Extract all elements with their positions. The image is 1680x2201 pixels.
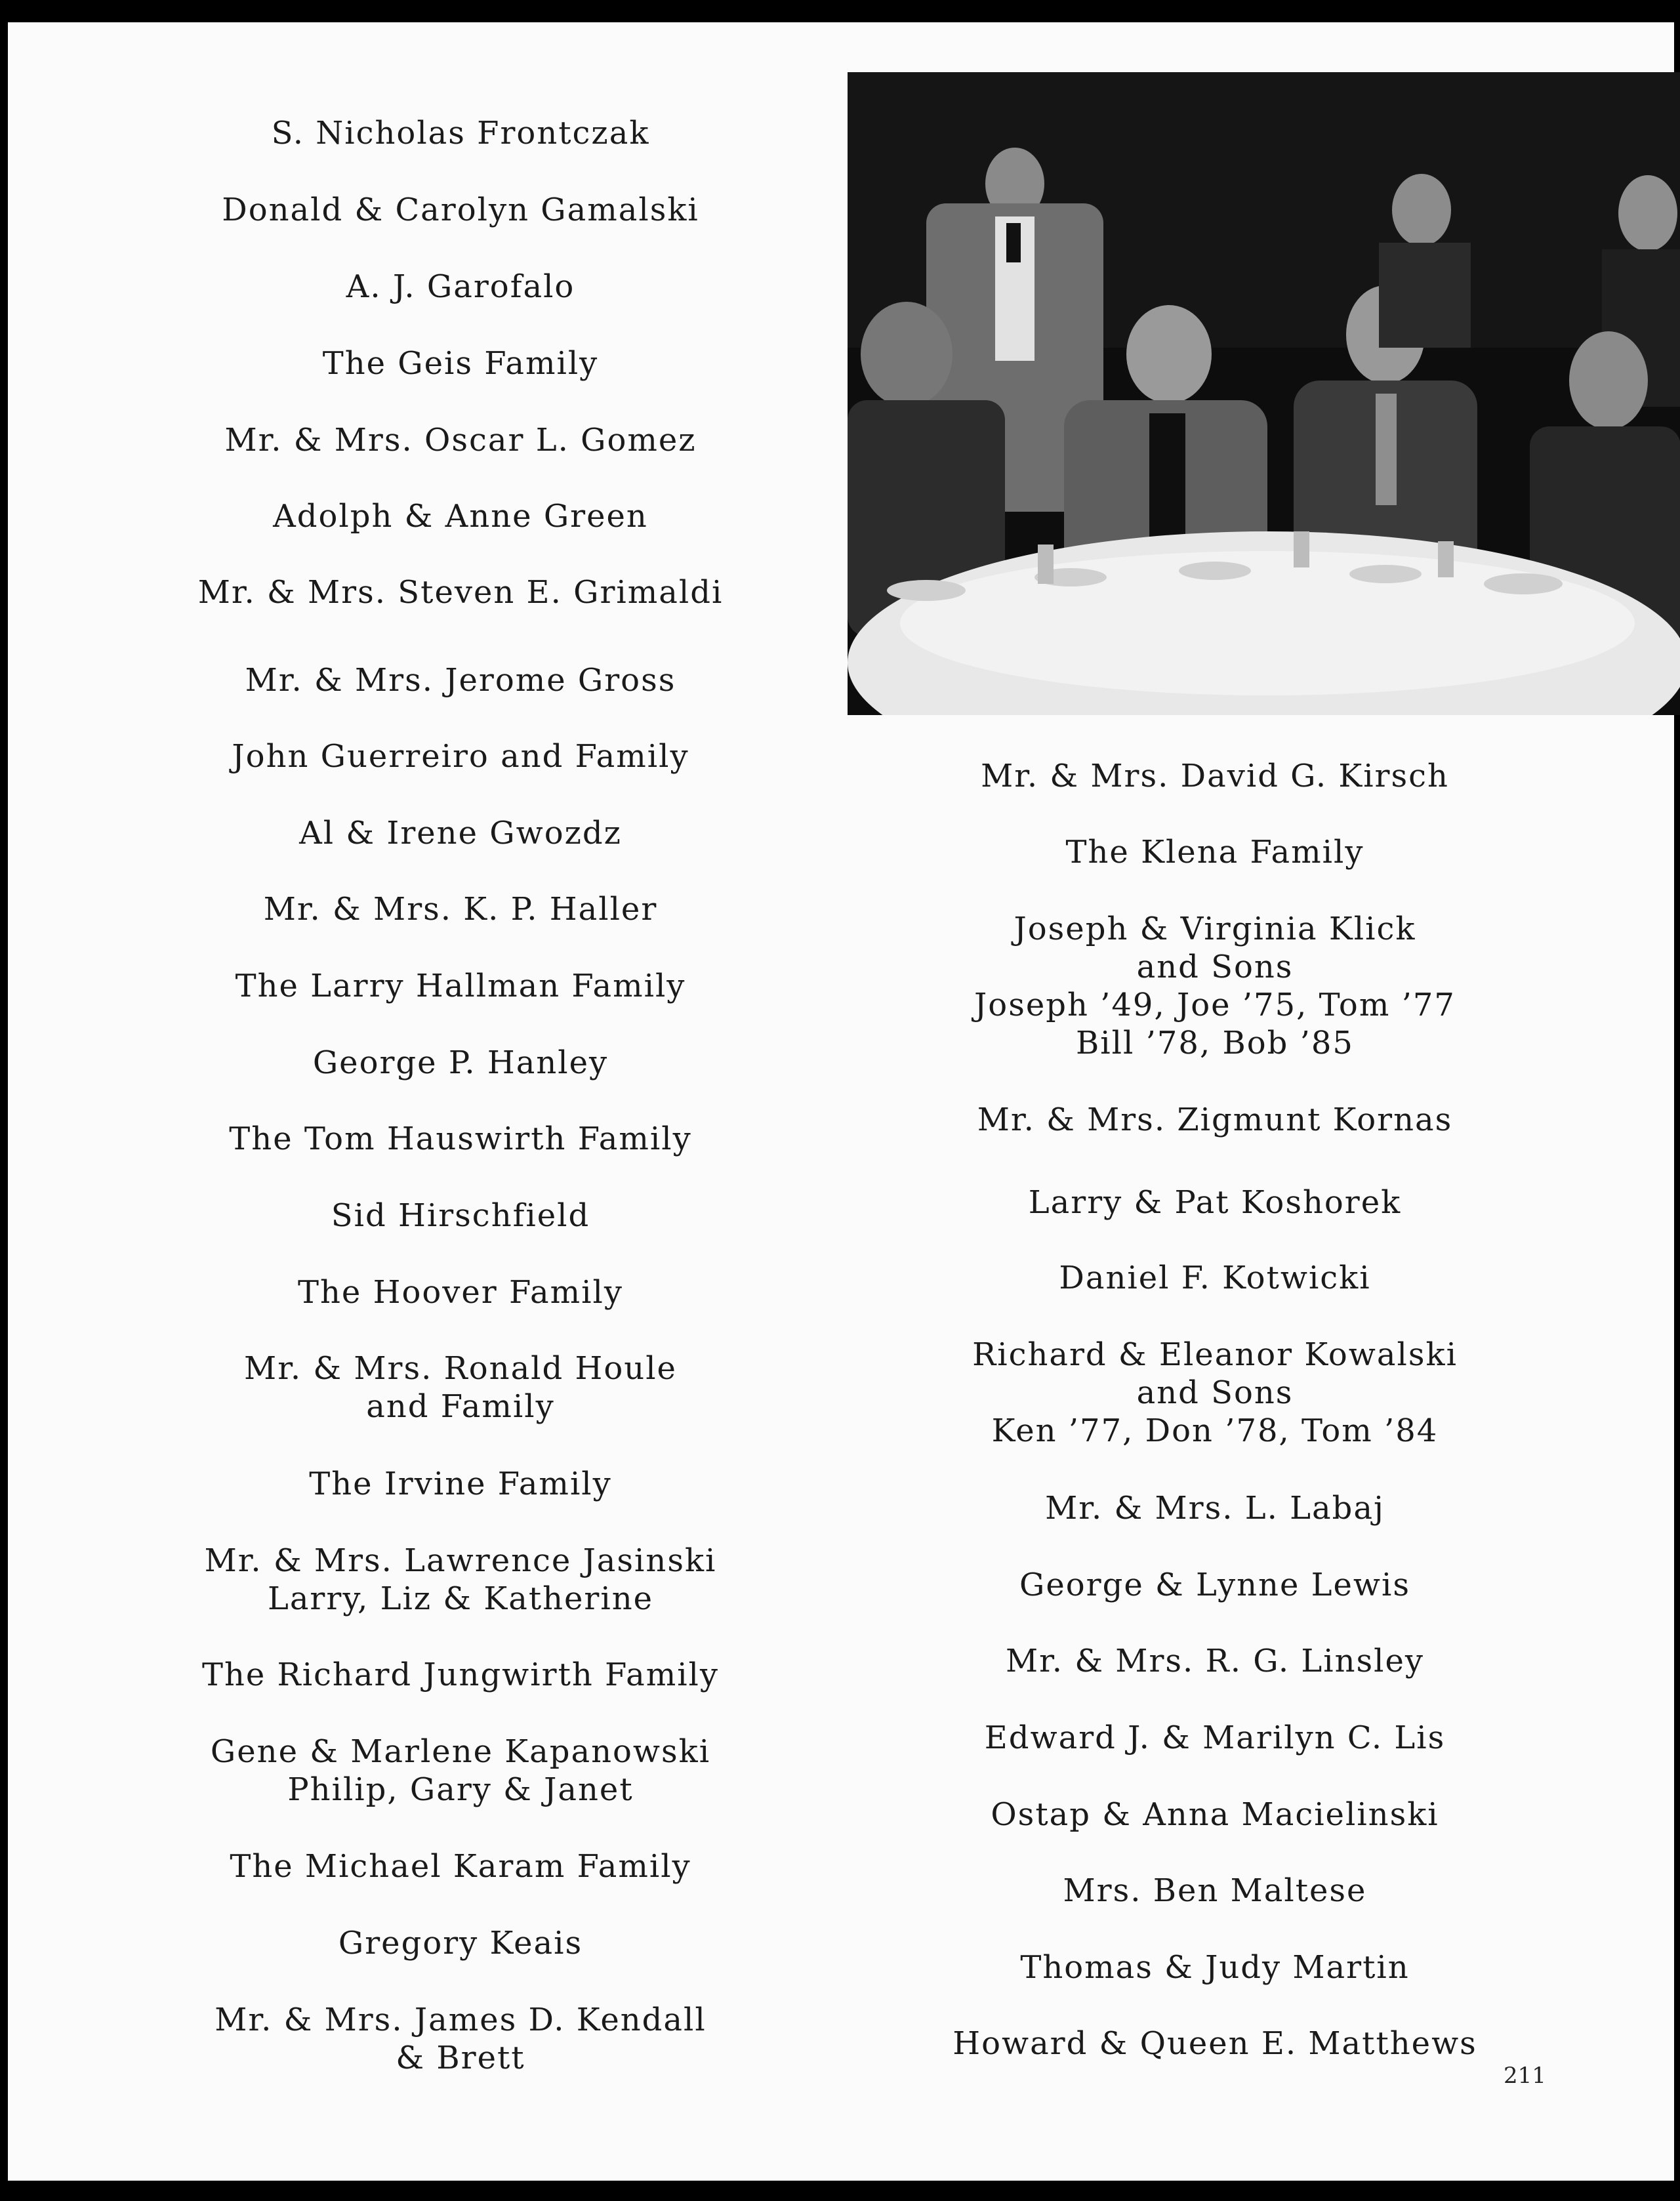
donor-name: John Guerreiro and Family: [232, 738, 689, 775]
donor-entry: [165, 1847, 756, 1885]
donor-name: Larry & Pat Koshorek: [1028, 1184, 1402, 1221]
donor-name: Ostap & Anna Macielinski: [991, 1796, 1439, 1833]
donor-name: Mr. & Mrs. Steven E. Grimaldi: [197, 574, 724, 611]
donor-entry: [165, 1044, 756, 1082]
donor-name: Mr. & Mrs. Zigmunt Kornas: [977, 1101, 1453, 1138]
group-photo-illustration: [848, 72, 1680, 715]
donor-name: Mr. & Mrs. Lawrence Jasinski: [204, 1542, 717, 1579]
donor-name: Daniel F. Kotwicki: [1059, 1260, 1371, 1296]
donor-name: Gene & Marlene Kapanowski: [210, 1733, 711, 1770]
donor-entry: [920, 1948, 1510, 1986]
donor-name: A. J. Garofalo: [346, 268, 575, 305]
donor-name: The Hoover Family: [298, 1274, 623, 1311]
donor-name: Howard & Queen E. Matthews: [953, 2025, 1477, 2062]
group-photo: [848, 72, 1680, 715]
donor-entry: [165, 2001, 756, 2077]
donor-entry: [165, 1120, 756, 1158]
donor-name: S. Nicholas Frontczak: [271, 115, 650, 152]
donor-name: The Tom Hauswirth Family: [229, 1121, 692, 1157]
donor-entry: [920, 1183, 1510, 1222]
donor-name-line: Bill ’78, Bob ’85: [1076, 1025, 1354, 1061]
donor-name: Mr. & Mrs. Ronald Houle: [244, 1350, 677, 1387]
donor-name: The Irvine Family: [309, 1466, 612, 1502]
donor-entry: [920, 1259, 1510, 1297]
donor-name: Gregory Keais: [338, 1925, 583, 1962]
donor-name: Mrs. Ben Maltese: [1063, 1872, 1367, 1909]
donor-name-line: Larry, Liz & Katherine: [267, 1580, 654, 1617]
donor-entry: [920, 1642, 1510, 1680]
donor-entry: [165, 1733, 756, 1809]
donor-name: Sid Hirschfield: [331, 1197, 590, 1234]
donor-entry: [165, 344, 756, 382]
donor-name: Mr. & Mrs. David G. Kirsch: [981, 758, 1449, 794]
donor-name: Adolph & Anne Green: [273, 498, 648, 535]
donor-entry: [165, 497, 756, 535]
donor-name: The Larry Hallman Family: [235, 968, 686, 1004]
donor-name: Mr. & Mrs. R. G. Linsley: [1005, 1643, 1424, 1679]
donor-entry: [165, 421, 756, 459]
donor-entry: [920, 1489, 1510, 1527]
donor-entry: [920, 910, 1510, 1062]
donor-entry: [165, 1273, 756, 1311]
donor-entry: [165, 1656, 756, 1694]
donor-name-line: and Sons: [1136, 949, 1294, 985]
donor-name: Edward J. & Marilyn C. Lis: [984, 1719, 1446, 1756]
donor-name: The Geis Family: [322, 345, 599, 382]
donor-name-line: and Sons: [1136, 1374, 1294, 1411]
donor-entry: [920, 1796, 1510, 1834]
donor-entry: [165, 890, 756, 928]
donor-name: Donald & Carolyn Gamalski: [222, 192, 699, 228]
donor-name-line: Joseph ’49, Joe ’75, Tom ’77: [974, 987, 1456, 1023]
donor-name: George & Lynne Lewis: [1019, 1567, 1410, 1603]
donor-name: Mr. & Mrs. James D. Kendall: [215, 2002, 707, 2038]
donor-name: Al & Irene Gwozdz: [299, 815, 622, 852]
donor-name: Mr. & Mrs. Jerome Gross: [245, 662, 676, 699]
donor-name-line: Philip, Gary & Janet: [287, 1771, 634, 1808]
donor-name: Joseph & Virginia Klick: [1014, 911, 1416, 947]
donor-name: Mr. & Mrs. Oscar L. Gomez: [224, 422, 697, 459]
donor-entry: [165, 1924, 756, 1962]
donor-name: The Richard Jungwirth Family: [201, 1656, 720, 1693]
donor-name: Thomas & Judy Martin: [1020, 1949, 1410, 1986]
donor-name-line: and Family: [366, 1388, 555, 1425]
donor-entry: [920, 833, 1510, 871]
donor-entry: [920, 1719, 1510, 1757]
donor-name: Mr. & Mrs. K. P. Haller: [263, 891, 658, 928]
page-number: 211: [1504, 2063, 1546, 2089]
donor-entry: [920, 1101, 1510, 1139]
donor-entry: [165, 1197, 756, 1235]
donor-name: Mr. & Mrs. L. Labaj: [1045, 1490, 1385, 1527]
donor-entry: [165, 268, 756, 306]
donor-entry: [165, 737, 756, 775]
donor-name: The Klena Family: [1065, 834, 1364, 871]
donor-entry: [920, 2025, 1510, 2063]
donor-entry: [165, 967, 756, 1005]
donor-name-line: & Brett: [396, 2040, 525, 2076]
donor-entry: [165, 114, 756, 152]
donor-name: George P. Hanley: [312, 1044, 609, 1081]
donor-name: Richard & Eleanor Kowalski: [972, 1336, 1458, 1373]
page-sheet: [8, 22, 1674, 2181]
donor-entry: [165, 573, 756, 611]
donor-entry: [165, 1465, 756, 1503]
donor-entry: [165, 1349, 756, 1426]
donor-entry: [165, 661, 756, 699]
donor-entry: [920, 1566, 1510, 1604]
donor-entry: [165, 191, 756, 229]
donor-name: The Michael Karam Family: [230, 1848, 691, 1885]
donor-entry: [920, 1336, 1510, 1450]
donor-entry: [165, 1542, 756, 1618]
donor-name-line: Ken ’77, Don ’78, Tom ’84: [991, 1412, 1439, 1449]
donor-entry: [165, 814, 756, 852]
donor-entry: [920, 1872, 1510, 1910]
donor-entry: [920, 757, 1510, 795]
